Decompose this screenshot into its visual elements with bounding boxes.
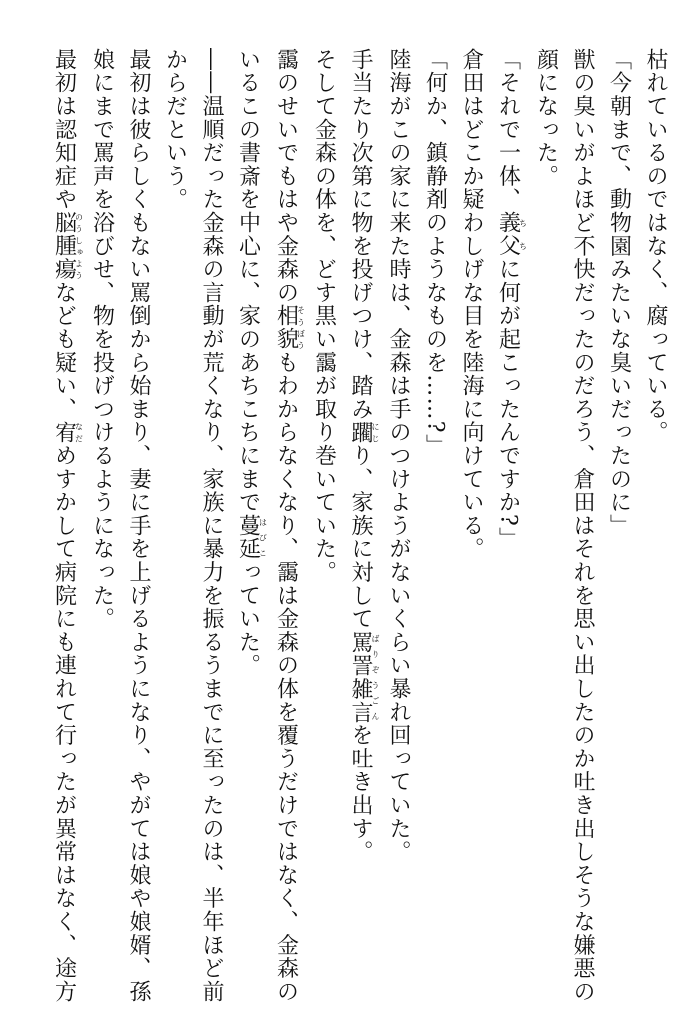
text-line — [193, 48, 230, 1004]
ruby-reading: ちち — [518, 211, 528, 258]
text-line — [229, 48, 267, 968]
text-segment: 靄のせいでもはや金森の — [273, 48, 299, 305]
ruby-base: 義父 — [495, 211, 521, 258]
text-line — [120, 48, 157, 1004]
text-segment: 手当たり次第に物を投げつけ、踏み — [348, 48, 373, 421]
text-segment: そして金森の体を、どす黒い靄が取り巻いていた。 — [311, 48, 337, 584]
text-segment: 獣の臭いがよほど不快だったのだろう、倉田はそれを思い出したのか吐き出しそうな嫌悪の — [570, 48, 595, 1004]
text-line — [267, 48, 306, 1004]
text-segment: 陸海がこの家に来た時は、金森は手のつけようがないくらい暴れ回っていた。 — [386, 48, 411, 864]
text-line — [564, 48, 601, 1004]
text-segment: からだという。 — [162, 48, 188, 212]
ruby-base: 相貌 — [273, 304, 299, 351]
ruby-annotated-word — [51, 211, 84, 282]
text-line — [305, 48, 342, 968]
ruby-reading: そうぼう — [296, 304, 306, 351]
text-segment: を吐き出す。 — [348, 723, 373, 864]
text-segment: 「それで一体、 — [495, 48, 521, 212]
text-segment: いるこの書斎を中心に、家のあちこちにまで — [235, 48, 261, 514]
text-segment: 顔になった。 — [533, 48, 559, 188]
text-line — [527, 48, 564, 968]
ruby-reading: なだ — [74, 420, 84, 445]
ruby-reading: にじ — [371, 420, 380, 445]
text-line — [600, 48, 637, 968]
text-segment: 倉田はどこか疑わしげな目を陸海に向けている。 — [459, 48, 484, 561]
text-segment: に何が起こったんですか?」 — [495, 257, 521, 551]
ruby-annotated-word — [273, 304, 306, 351]
ruby-annotated-word — [495, 211, 528, 258]
text-line — [637, 48, 674, 968]
ruby-base: 蔓延 — [235, 514, 261, 561]
text-line — [156, 48, 193, 968]
text-line — [83, 48, 120, 968]
text-segment: 最初は彼らしくもない罵倒から始まり、妻に手を上げるようになり、やがては娘や娘婿、孫 — [126, 48, 151, 1004]
ruby-base: 罵詈雑言 — [348, 630, 373, 724]
text-line — [489, 48, 527, 968]
text-segment: もわからなくなり、靄は金森の体を覆うだけではなく、金森の — [273, 350, 299, 1004]
ruby-annotated-word — [348, 420, 380, 445]
ruby-annotated-word — [348, 630, 380, 724]
vertical-text-body — [23, 48, 673, 1004]
text-segment: ――温順だった金森の言動が荒くなり、家族に暴力を振るうまでに至ったのは、半年ほど前 — [199, 48, 224, 1004]
text-segment: っていた。 — [235, 560, 261, 678]
text-line — [416, 48, 453, 968]
text-segment: 娘にまで罵声を浴びせ、物を投げつけるようになった。 — [89, 48, 115, 631]
ruby-reading: ばりぞうごん — [371, 630, 380, 724]
text-segment: 「何か、鎮静剤のようなものを……?」 — [422, 48, 448, 458]
text-line — [342, 48, 380, 968]
text-line — [453, 48, 490, 968]
text-segment: 「今朝まで、動物園みたいな臭いだったのに」 — [606, 48, 632, 538]
text-segment: 最初は認知症や — [51, 48, 77, 212]
ruby-reading: はびこ — [258, 514, 268, 561]
text-line — [380, 48, 417, 968]
ruby-base: 脳腫瘍 — [51, 211, 77, 282]
ruby-annotated-word — [235, 514, 268, 561]
text-line — [45, 48, 84, 1004]
ruby-base: 躙 — [348, 420, 373, 445]
text-segment: り、家族に対して — [348, 444, 373, 631]
text-segment: なども疑い、 — [51, 281, 77, 421]
ruby-reading: のうしゅよう — [74, 211, 84, 281]
ruby-base: 宥 — [51, 420, 77, 445]
text-segment: 枯れているのではなく、腐っている。 — [643, 48, 668, 445]
text-segment: めすかして病院にも連れて行ったが異常はなく、途方 — [51, 444, 77, 1004]
ruby-annotated-word — [51, 420, 84, 445]
